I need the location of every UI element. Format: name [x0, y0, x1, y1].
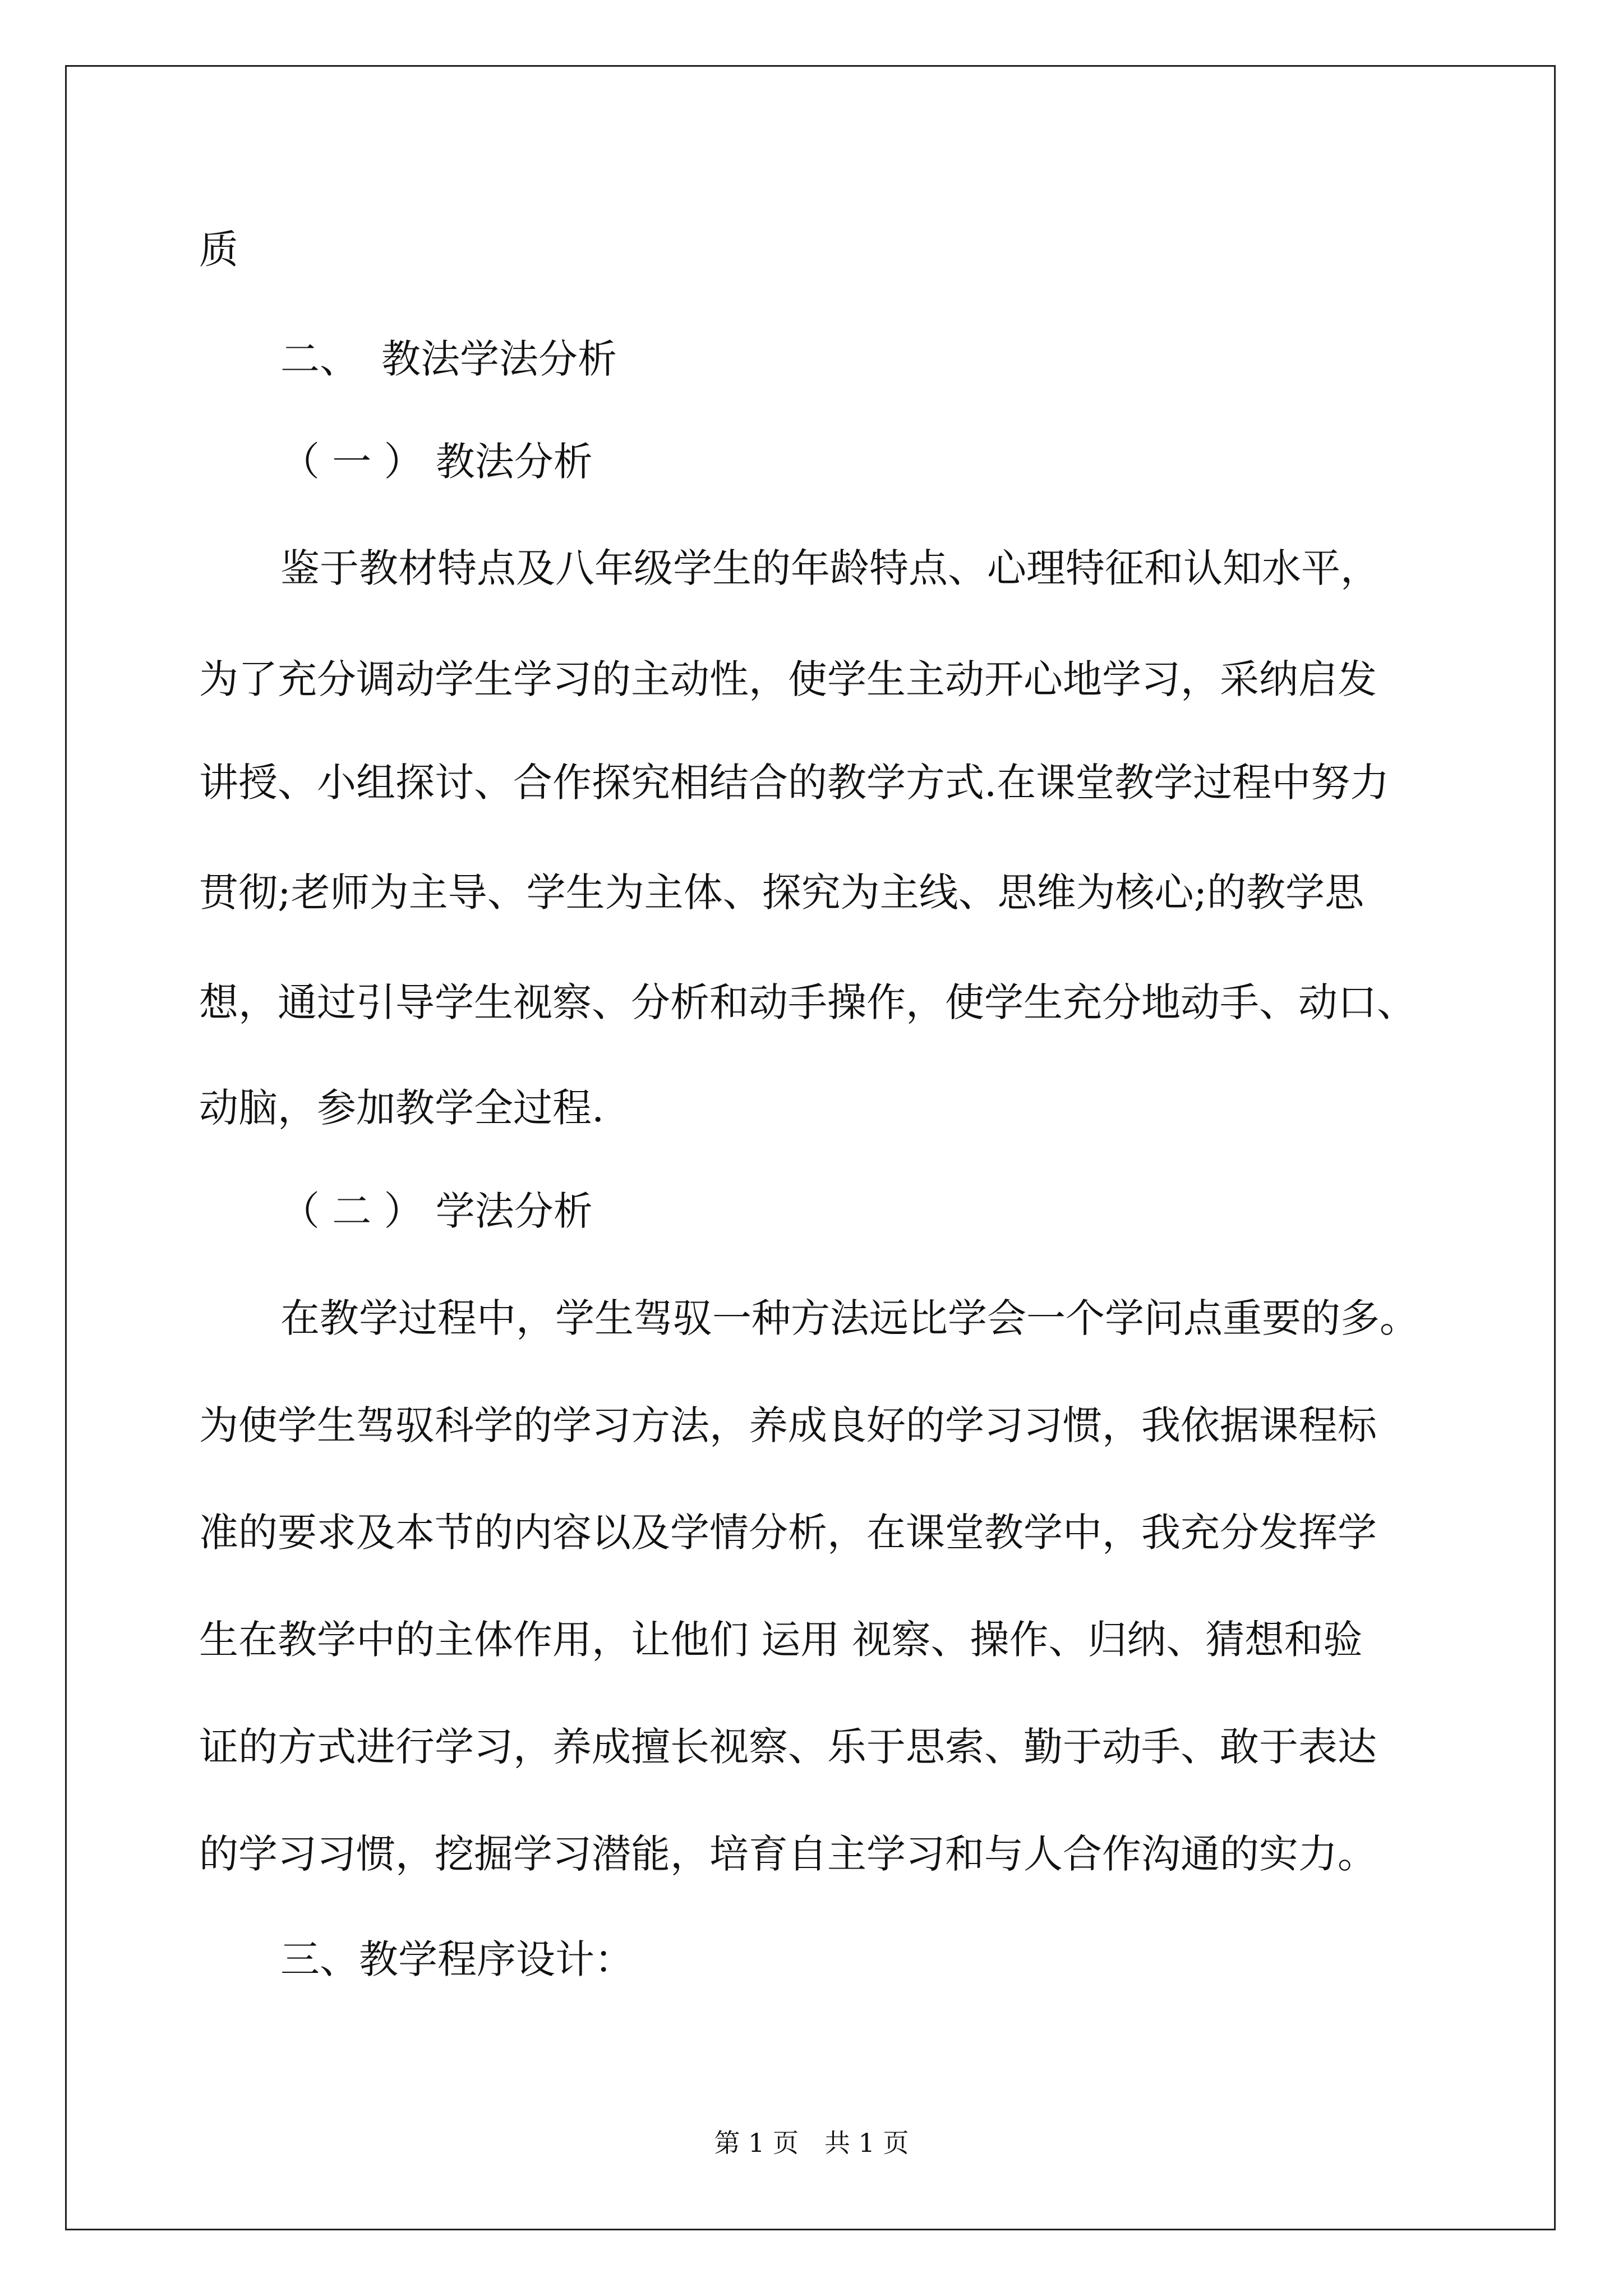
- text-line-1: 质: [199, 227, 238, 273]
- paragraph-line: 在教学过程中，学生驾驭一种方法远比学会一个学问点重要的多。: [280, 1295, 1419, 1341]
- page-footer: 第 1 页 共 1 页: [714, 2128, 909, 2158]
- paragraph-line: 讲授、小组探讨、合作探究相结合的教学方式.在课堂教学过程中努力: [199, 760, 1390, 806]
- paragraph-line: 生在教学中的主体作用，让他们 运用 视察、操作、归纳、猜想和验: [199, 1617, 1363, 1663]
- paragraph-line: 证的方式进行学习，养成擅长视察、乐于思索、勤于动手、敢于表达: [199, 1724, 1377, 1770]
- paragraph-line: 鉴于教材特点及八年级学生的年龄特点、心理特征和认知水平，: [280, 545, 1380, 591]
- page-border: [65, 65, 1556, 2230]
- paragraph-line: 的学习习惯，挖掘学习潜能，培育自主学习和与人合作沟通的实力。: [199, 1831, 1377, 1877]
- paragraph-line: 动脑，参加教学全过程.: [199, 1085, 605, 1131]
- paragraph-line: 想，通过引导学生视察、分析和动手操作，使学生充分地动手、动口、: [199, 979, 1416, 1025]
- section-heading-3: 三、教学程序设计：: [280, 1936, 634, 1982]
- section-number: 二、: [280, 336, 359, 382]
- paragraph-line: 贯彻;老师为主导、学生为主体、探究为主线、思维为核心;的教学思: [199, 869, 1364, 915]
- subsection-heading-2: （ 二 ） 学法分析: [280, 1188, 593, 1234]
- paragraph-line: 为使学生驾驭科学的学习方法，养成良好的学习习惯，我依据课程标: [199, 1402, 1377, 1448]
- paragraph-line: 准的要求及本节的内容以及学情分析，在课堂教学中，我充分发挥学: [199, 1510, 1377, 1556]
- subsection-heading-1: （ 一 ） 教法分析: [280, 439, 593, 485]
- paragraph-line: 为了充分调动学生学习的主动性，使学生主动开心地学习，采纳启发: [199, 656, 1377, 702]
- section-heading: 教法学法分析: [381, 336, 617, 382]
